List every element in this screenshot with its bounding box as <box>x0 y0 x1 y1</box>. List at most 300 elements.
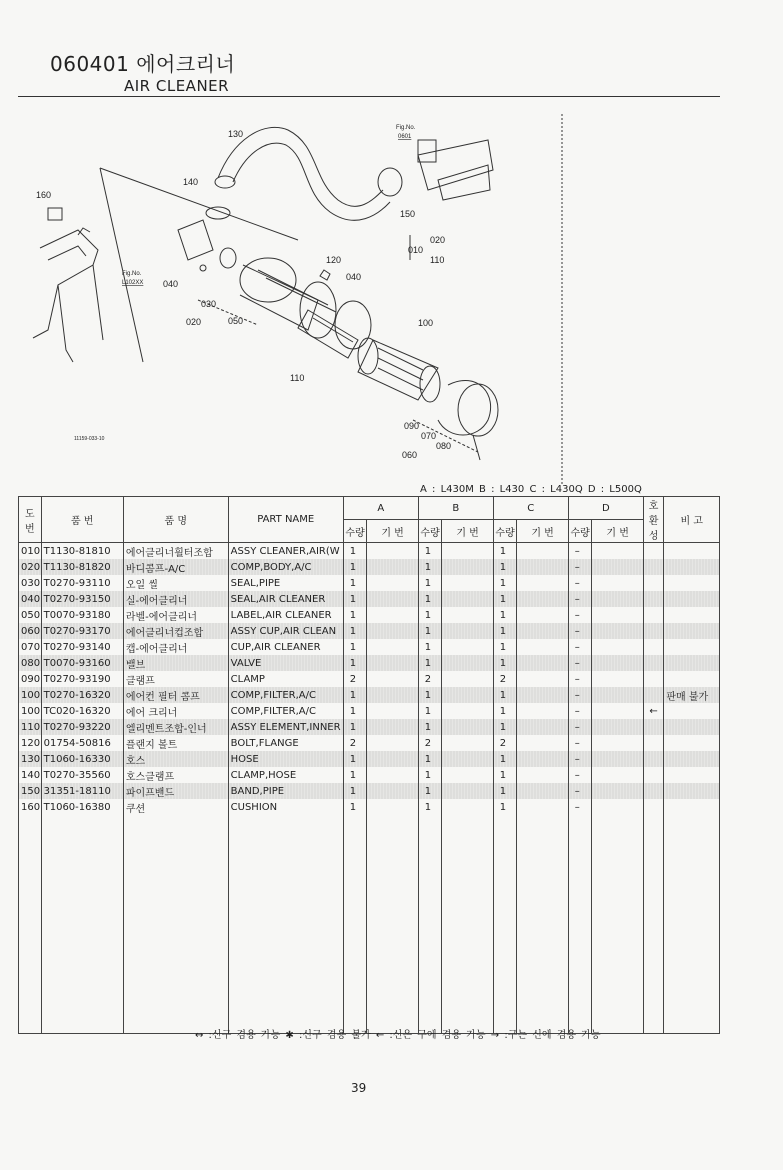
row-code-b <box>442 623 493 639</box>
row-ref: 070 <box>19 639 42 655</box>
row-qty-a: 2 <box>343 735 367 751</box>
empty-cell <box>343 815 367 1034</box>
row-part-name-en: COMP,BODY,A/C <box>228 559 343 575</box>
row-code-a <box>367 767 418 783</box>
row-part-name-en: ASSY ELEMENT,INNER <box>228 719 343 735</box>
exploded-diagram <box>18 100 720 485</box>
row-ref: 130 <box>19 751 42 767</box>
fig-ref-label: Fig.No. <box>396 125 416 131</box>
callout-160: 160 <box>36 190 52 200</box>
table-row <box>19 735 720 751</box>
row-part-name-en: COMP,FILTER,A/C <box>228 687 343 703</box>
header-qty: 수량 <box>493 520 517 543</box>
row-ref: 030 <box>19 575 42 591</box>
row-part-name-en: VALVE <box>228 655 343 671</box>
row-qty-a: 1 <box>343 559 367 575</box>
row-remark <box>664 639 720 655</box>
row-part-name-kr: 엘리멘트조합-인너 <box>123 719 228 735</box>
model-legend: A : L430M B : L430 C : L430Q D : L500Q <box>420 484 642 495</box>
row-code-b <box>442 719 493 735</box>
row-part-name-en: SEAL,AIR CLEANER <box>228 591 343 607</box>
row-ref: 120 <box>19 735 42 751</box>
row-qty-d: – <box>568 591 592 607</box>
row-code-c <box>517 735 568 751</box>
row-code-d <box>592 655 643 671</box>
row-code-b <box>442 671 493 687</box>
row-part-no: T0270-93140 <box>41 639 123 655</box>
row-code-d <box>592 751 643 767</box>
row-part-no: T0070-93180 <box>41 607 123 623</box>
table-row <box>19 623 720 639</box>
row-qty-b: 1 <box>418 543 442 560</box>
row-remark <box>664 591 720 607</box>
table-row <box>19 655 720 671</box>
cleaner-body-drawing <box>178 220 336 338</box>
row-interchange <box>643 767 664 783</box>
row-interchange <box>643 783 664 799</box>
row-interchange <box>643 687 664 703</box>
manifold-drawing <box>418 140 493 200</box>
row-qty-b: 1 <box>418 783 442 799</box>
empty-cell <box>418 815 442 1034</box>
callout-050: 050 <box>228 316 244 326</box>
empty-cell <box>367 815 418 1034</box>
row-part-name-kr: 라벨-에어클리너 <box>123 607 228 623</box>
bolt-drawing <box>320 270 330 280</box>
empty-cell <box>568 815 592 1034</box>
row-code-a <box>367 607 418 623</box>
fig-ref-number: 0601 <box>398 134 412 140</box>
row-qty-a: 1 <box>343 575 367 591</box>
header-qty: 수량 <box>343 520 367 543</box>
row-code-a <box>367 687 418 703</box>
row-qty-c: 2 <box>493 735 517 751</box>
callout-110: 110 <box>430 255 445 265</box>
row-part-name-kr: 오일 씰 <box>123 575 228 591</box>
row-remark <box>664 671 720 687</box>
row-part-no: T0270-16320 <box>41 687 123 703</box>
table-row <box>19 543 720 560</box>
row-code-a <box>367 591 418 607</box>
row-qty-b: 1 <box>418 655 442 671</box>
row-part-name-en: COMP,FILTER,A/C <box>228 703 343 719</box>
row-interchange <box>643 655 664 671</box>
row-qty-c: 1 <box>493 607 517 623</box>
row-code-b <box>442 783 493 799</box>
row-qty-b: 2 <box>418 671 442 687</box>
header-part-name-kr: 품 명 <box>123 497 228 543</box>
row-code-c <box>517 703 568 719</box>
row-qty-d: – <box>568 671 592 687</box>
row-part-no: T1130-81810 <box>41 543 123 560</box>
row-part-no: T0270-93170 <box>41 623 123 639</box>
row-code-c <box>517 783 568 799</box>
empty-cell <box>41 815 123 1034</box>
row-code-d <box>592 559 643 575</box>
row-part-name-en: ASSY CUP,AIR CLEAN <box>228 623 343 639</box>
small-part-drawing <box>220 248 236 268</box>
row-code-c <box>517 671 568 687</box>
row-part-name-en: ASSY CLEANER,AIR(W <box>228 543 343 560</box>
row-code-a <box>367 543 418 560</box>
row-part-no: T0270-93190 <box>41 671 123 687</box>
row-qty-d: – <box>568 687 592 703</box>
row-qty-a: 1 <box>343 783 367 799</box>
header-code: 기 번 <box>442 520 493 543</box>
row-part-name-kr: 바디콤프-A/C <box>123 559 228 575</box>
row-code-c <box>517 559 568 575</box>
row-code-a <box>367 639 418 655</box>
row-code-d <box>592 703 643 719</box>
row-part-no: T1060-16380 <box>41 799 123 815</box>
callout-130: 130 <box>228 129 244 139</box>
row-ref: 050 <box>19 607 42 623</box>
header-ref: 도 번 <box>19 497 42 543</box>
row-part-name-kr: 실-에어클리너 <box>123 591 228 607</box>
row-qty-c: 1 <box>493 767 517 783</box>
row-qty-c: 1 <box>493 751 517 767</box>
row-remark <box>664 655 720 671</box>
row-interchange: ← <box>643 703 664 719</box>
row-qty-b: 1 <box>418 559 442 575</box>
table-row <box>19 719 720 735</box>
row-qty-d: – <box>568 575 592 591</box>
row-ref: 100 <box>19 703 42 719</box>
row-interchange <box>643 543 664 560</box>
row-qty-a: 1 <box>343 655 367 671</box>
filter-element-drawing <box>358 338 440 402</box>
row-ref: 080 <box>19 655 42 671</box>
row-code-c <box>517 543 568 560</box>
row-qty-d: – <box>568 751 592 767</box>
row-code-d <box>592 639 643 655</box>
row-part-no: T0270-93150 <box>41 591 123 607</box>
table-row <box>19 783 720 799</box>
row-code-a <box>367 623 418 639</box>
header-interchange: 호 환 성 <box>643 497 664 543</box>
row-qty-a: 1 <box>343 543 367 560</box>
row-remark <box>664 783 720 799</box>
page-number: 39 <box>351 1081 367 1095</box>
empty-cell <box>664 815 720 1034</box>
row-part-no: T0270-93220 <box>41 719 123 735</box>
row-qty-c: 1 <box>493 719 517 735</box>
header-part-no: 품 번 <box>41 497 123 543</box>
header-group-a: A <box>343 497 418 520</box>
row-qty-b: 1 <box>418 591 442 607</box>
row-code-c <box>517 799 568 815</box>
row-part-name-kr: 에어컨 필터 콤프 <box>123 687 228 703</box>
row-code-a <box>367 671 418 687</box>
row-code-b <box>442 655 493 671</box>
row-code-c <box>517 767 568 783</box>
row-ref: 100 <box>19 687 42 703</box>
row-part-name-kr: 캡-에어클리너 <box>123 639 228 655</box>
row-part-name-en: SEAL,PIPE <box>228 575 343 591</box>
row-part-name-en: CLAMP,HOSE <box>228 767 343 783</box>
row-qty-b: 1 <box>418 799 442 815</box>
row-ref: 090 <box>19 671 42 687</box>
row-part-name-en: CUSHION <box>228 799 343 815</box>
row-interchange <box>643 799 664 815</box>
row-interchange <box>643 607 664 623</box>
row-code-b <box>442 639 493 655</box>
row-code-b <box>442 607 493 623</box>
callout-100: 100 <box>418 318 434 328</box>
row-part-name-kr: 호스 <box>123 751 228 767</box>
empty-cell <box>228 815 343 1034</box>
small-part-drawing <box>200 265 206 271</box>
row-qty-d: – <box>568 735 592 751</box>
row-code-d <box>592 783 643 799</box>
callout-010: 010 <box>408 245 424 255</box>
page-title: 060401 에어크리너 <box>50 52 236 76</box>
row-code-a <box>367 655 418 671</box>
row-code-b <box>442 575 493 591</box>
row-part-name-en: CLAMP <box>228 671 343 687</box>
callout-070: 070 <box>421 431 437 441</box>
row-ref: 040 <box>19 591 42 607</box>
row-code-a <box>367 799 418 815</box>
row-qty-b: 1 <box>418 703 442 719</box>
row-part-name-en: CUP,AIR CLEANER <box>228 639 343 655</box>
row-interchange <box>643 591 664 607</box>
row-qty-c: 1 <box>493 639 517 655</box>
row-qty-a: 1 <box>343 687 367 703</box>
row-code-a <box>367 559 418 575</box>
table-row <box>19 559 720 575</box>
interchange-legend: ↔ :신구 겸용 가능 ✱ :신구 겸용 불가 ← :신은 구에 겸용 가능 → :구는 신에 겸용 가능 <box>195 1030 601 1041</box>
callout-110b: 110 <box>290 373 305 383</box>
row-code-d <box>592 607 643 623</box>
row-code-a <box>367 703 418 719</box>
empty-cell <box>643 815 664 1034</box>
row-qty-d: – <box>568 655 592 671</box>
row-qty-a: 1 <box>343 799 367 815</box>
row-code-b <box>442 735 493 751</box>
row-qty-d: – <box>568 543 592 560</box>
leader-line <box>100 168 298 240</box>
empty-cell <box>493 815 517 1034</box>
row-part-name-en: HOSE <box>228 751 343 767</box>
image-code: 11159-033-10 <box>74 436 105 442</box>
row-qty-d: – <box>568 767 592 783</box>
row-part-name-kr: 파이프밴드 <box>123 783 228 799</box>
fig-ref-label: Fig.No. <box>122 271 142 277</box>
table-row <box>19 799 720 815</box>
empty-cell <box>19 815 42 1034</box>
page-subtitle: AIR CLEANER <box>124 77 230 95</box>
row-remark <box>664 575 720 591</box>
row-code-d <box>592 543 643 560</box>
row-part-no: T1130-81820 <box>41 559 123 575</box>
row-code-b <box>442 751 493 767</box>
row-interchange <box>643 735 664 751</box>
row-code-c <box>517 687 568 703</box>
row-qty-b: 1 <box>418 719 442 735</box>
empty-cell <box>123 815 228 1034</box>
parts-table <box>18 496 720 1034</box>
row-qty-c: 2 <box>493 671 517 687</box>
table-row <box>19 767 720 783</box>
row-part-no: T1060-16330 <box>41 751 123 767</box>
row-part-no: 31351-18110 <box>41 783 123 799</box>
row-code-c <box>517 751 568 767</box>
row-part-name-kr: 에어클리너컵조합 <box>123 623 228 639</box>
row-qty-a: 1 <box>343 591 367 607</box>
row-interchange <box>643 671 664 687</box>
row-ref: 140 <box>19 767 42 783</box>
callout-030: 030 <box>201 299 217 309</box>
leader-line <box>100 168 143 362</box>
row-qty-a: 1 <box>343 767 367 783</box>
row-qty-c: 1 <box>493 687 517 703</box>
row-interchange <box>643 639 664 655</box>
row-interchange <box>643 559 664 575</box>
row-remark <box>664 767 720 783</box>
row-code-a <box>367 783 418 799</box>
row-code-c <box>517 623 568 639</box>
header-group-b: B <box>418 497 493 520</box>
row-qty-c: 1 <box>493 559 517 575</box>
table-row <box>19 591 720 607</box>
table-row <box>19 575 720 591</box>
row-qty-d: – <box>568 799 592 815</box>
row-qty-d: – <box>568 639 592 655</box>
row-code-d <box>592 767 643 783</box>
row-part-name-kr: 에어 크리너 <box>123 703 228 719</box>
row-code-d <box>592 671 643 687</box>
callout-150: 150 <box>400 209 416 219</box>
row-code-a <box>367 575 418 591</box>
table-row <box>19 751 720 767</box>
row-part-name-kr: 밸브 <box>123 655 228 671</box>
row-code-d <box>592 623 643 639</box>
row-code-c <box>517 639 568 655</box>
fig-ref-number: L102XX <box>122 280 144 286</box>
table-row <box>19 607 720 623</box>
callout-080: 080 <box>436 441 452 451</box>
row-code-c <box>517 575 568 591</box>
callout-020: 020 <box>430 235 446 245</box>
row-qty-a: 1 <box>343 607 367 623</box>
title-divider <box>18 96 720 97</box>
row-qty-c: 1 <box>493 799 517 815</box>
row-part-name-en: BOLT,FLANGE <box>228 735 343 751</box>
header-group-c: C <box>493 497 568 520</box>
row-code-d <box>592 799 643 815</box>
callout-090: 090 <box>404 421 420 431</box>
empty-cell <box>442 815 493 1034</box>
row-part-no: T0070-93160 <box>41 655 123 671</box>
row-qty-d: – <box>568 623 592 639</box>
row-code-c <box>517 655 568 671</box>
row-code-b <box>442 799 493 815</box>
header-qty: 수량 <box>418 520 442 543</box>
header-code: 기 번 <box>517 520 568 543</box>
row-part-name-kr: 에어클리너휠터조합 <box>123 543 228 560</box>
row-part-name-kr: 호스클램프 <box>123 767 228 783</box>
row-interchange <box>643 623 664 639</box>
row-part-name-kr: 쿠션 <box>123 799 228 815</box>
row-ref: 150 <box>19 783 42 799</box>
callout-020b: 020 <box>186 317 202 327</box>
hose-drawing <box>215 127 390 220</box>
row-code-d <box>592 591 643 607</box>
row-ref: 110 <box>19 719 42 735</box>
row-part-name-kr: 플랜지 볼트 <box>123 735 228 751</box>
row-code-b <box>442 687 493 703</box>
row-part-name-en: BAND,PIPE <box>228 783 343 799</box>
row-part-no: T0270-35560 <box>41 767 123 783</box>
header-code: 기 번 <box>592 520 643 543</box>
row-remark <box>664 607 720 623</box>
row-qty-d: – <box>568 719 592 735</box>
row-qty-b: 1 <box>418 607 442 623</box>
row-qty-a: 2 <box>343 671 367 687</box>
row-qty-c: 1 <box>493 591 517 607</box>
row-qty-b: 1 <box>418 687 442 703</box>
row-qty-a: 1 <box>343 719 367 735</box>
row-qty-c: 1 <box>493 575 517 591</box>
row-remark <box>664 719 720 735</box>
row-remark <box>664 559 720 575</box>
row-qty-b: 1 <box>418 767 442 783</box>
row-qty-b: 1 <box>418 623 442 639</box>
row-qty-a: 1 <box>343 751 367 767</box>
row-code-b <box>442 559 493 575</box>
header-qty: 수량 <box>568 520 592 543</box>
row-code-d <box>592 687 643 703</box>
row-code-c <box>517 591 568 607</box>
table-filler <box>19 815 720 1034</box>
row-part-no: T0270-93110 <box>41 575 123 591</box>
row-qty-a: 1 <box>343 703 367 719</box>
row-qty-b: 1 <box>418 639 442 655</box>
row-interchange <box>643 751 664 767</box>
row-code-b <box>442 591 493 607</box>
callout-140: 140 <box>183 177 199 187</box>
row-qty-c: 1 <box>493 783 517 799</box>
row-interchange <box>643 575 664 591</box>
row-remark <box>664 751 720 767</box>
empty-cell <box>517 815 568 1034</box>
table-row <box>19 687 720 703</box>
row-interchange <box>643 719 664 735</box>
row-part-name-en: LABEL,AIR CLEANER <box>228 607 343 623</box>
header-remarks: 비 고 <box>664 497 720 543</box>
hose-clamp-drawing <box>206 207 230 219</box>
row-qty-c: 1 <box>493 655 517 671</box>
row-qty-b: 2 <box>418 735 442 751</box>
row-code-d <box>592 735 643 751</box>
row-ref: 160 <box>19 799 42 815</box>
row-qty-d: – <box>568 783 592 799</box>
frame-bracket-drawing <box>33 208 103 362</box>
row-remark <box>664 735 720 751</box>
row-qty-d: – <box>568 607 592 623</box>
row-qty-c: 1 <box>493 543 517 560</box>
row-part-no: 01754-50816 <box>41 735 123 751</box>
row-remark <box>664 543 720 560</box>
row-code-d <box>592 719 643 735</box>
table-row <box>19 703 720 719</box>
row-code-b <box>442 543 493 560</box>
callout-060: 060 <box>402 450 418 460</box>
row-code-d <box>592 575 643 591</box>
row-remark <box>664 703 720 719</box>
row-qty-b: 1 <box>418 575 442 591</box>
